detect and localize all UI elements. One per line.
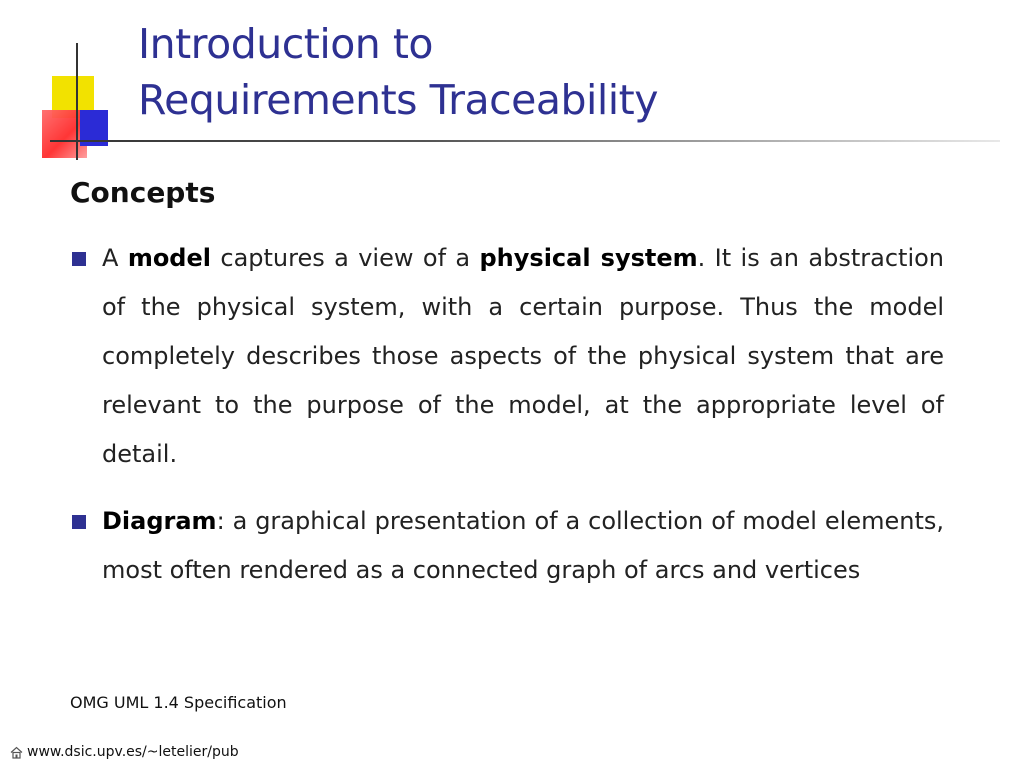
bullet-text-model: A model captures a view of a physical system. It is an abstraction of the physical system, with a certain purpose. Thus the model completely describes those aspects of the physical system that are relevant to the purpose of the model, at the appropriate level of detail. <box>102 244 945 468</box>
reference-source: OMG UML 1.4 Specification <box>70 693 287 712</box>
term-diagram: Diagram <box>102 507 217 535</box>
bullet-text-diagram: Diagram: a graphical presentation of a collection of model elements, most often rendered as a connected graph of arcs and vertices <box>102 507 944 584</box>
bullet-item <box>72 234 944 479</box>
square-bullet-icon <box>72 252 86 266</box>
logo-vertical-line <box>76 43 78 160</box>
title-divider <box>50 140 1000 142</box>
bullet-list <box>72 234 944 613</box>
slide-title-line-1: Introduction to <box>138 20 433 68</box>
term-physical-system: physical system <box>479 244 698 272</box>
footer <box>10 744 239 760</box>
slide-title <box>138 16 658 128</box>
term-model: model <box>127 244 211 272</box>
slide-logo <box>40 40 120 160</box>
section-heading: Concepts <box>70 176 216 209</box>
home-icon <box>10 746 23 759</box>
slide-title-line-2: Requirements Traceability <box>138 76 658 124</box>
square-bullet-icon <box>72 515 86 529</box>
footer-url[interactable]: www.dsic.upv.es/~letelier/pub <box>27 744 239 760</box>
bullet-item <box>72 497 944 595</box>
